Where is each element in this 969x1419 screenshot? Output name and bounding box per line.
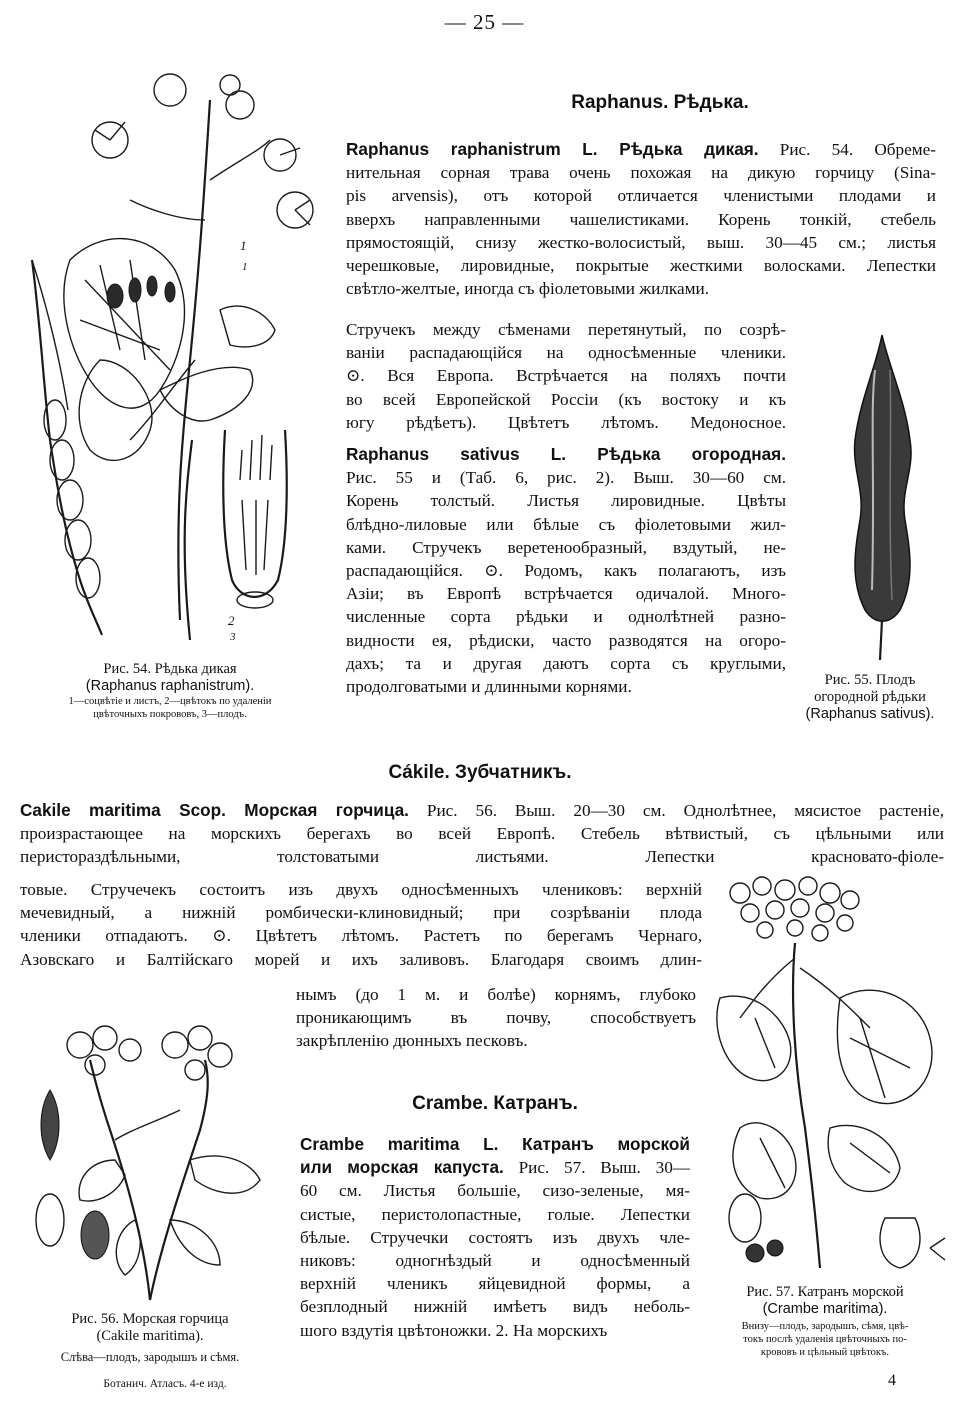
- text-line: закрѣпленію дюнныхъ песковъ.: [296, 1031, 528, 1051]
- page-number: — 25 —: [444, 10, 525, 34]
- text-run: свѣтло-желтые, иногда съ фіолетовыми жилками.: [346, 279, 709, 299]
- text-line: [346, 582, 786, 605]
- text-line: проникающимъ въ почву, способствуетъ: [296, 1008, 696, 1028]
- text-run: прямостоящій, снизу жестко-волосистый, выш. 30—45 см.; листья: [346, 232, 936, 252]
- text-line: мечевидный, а нижній ромбически-клиновидный; при созрѣваніи плода: [20, 903, 702, 923]
- raphanus-raphanistrum-paragraph-cont: [346, 318, 786, 434]
- figure-55-caption-line-1: Рис. 55. Плодъ: [824, 672, 916, 688]
- text-line: [346, 489, 786, 512]
- footer-signature: Ботанич. Атласъ. 4-е изд.: [103, 1378, 227, 1390]
- figure-54-label-1-frac: 1: [242, 261, 248, 273]
- text-line: [346, 443, 786, 466]
- cakile-paragraph-full: [20, 799, 944, 869]
- species-name: или морская капуста.: [300, 1157, 504, 1178]
- text-run: дахъ; та и другая даютъ сорта съ круглыми,: [346, 653, 786, 673]
- text-line: [300, 1133, 690, 1156]
- raphanus-raphanistrum-paragraph: [346, 138, 936, 300]
- text-line: [346, 675, 786, 698]
- text-run: видности ея, рѣдиски, часто разводятся на огоро-: [346, 630, 786, 650]
- figure-54-caption-line-1: Рис. 54. Рѣдька дикая: [103, 661, 237, 677]
- text-line: югу рѣдѣетъ). Цвѣтетъ лѣтомъ. Медоносное.: [346, 412, 786, 432]
- figure-54-caption: [10, 661, 330, 721]
- figure-54-label-2: 2: [228, 613, 235, 628]
- text-line: [20, 799, 944, 822]
- text-run: никовъ: одногнѣздый и односѣменный: [300, 1250, 690, 1270]
- text-run: произрастающее на морскихъ берегахъ во всей Европѣ. Стебель вѣтвистый, съ цѣльными или: [20, 824, 944, 844]
- figure-57-caption-line-2: (Crambe maritima).: [762, 1301, 888, 1317]
- cakile-paragraph-mid: [20, 878, 702, 971]
- text-line: [346, 536, 786, 559]
- text-line: [346, 513, 786, 536]
- figure-54-note-line-2: цвѣточныхъ покрововъ, 3—плодъ.: [93, 709, 247, 720]
- species-name: Raphanus raphanistrum L. Рѣдька дикая.: [346, 139, 759, 159]
- genus-heading-cakile: Cákile. Зубчатникъ.: [388, 762, 572, 783]
- text-line: [346, 629, 786, 652]
- text-run: систые, перистолопастные, голые. Лепестки: [300, 1204, 690, 1224]
- figure-57-caption: [705, 1284, 945, 1359]
- text-line: [300, 1249, 690, 1272]
- text-run: нительная сорная трава очень похожая на дикую горчицу (Sina-: [346, 163, 936, 183]
- text-run: Рис. 55 и (Таб. 6, рис. 2). Выш. 30—60 см.: [346, 468, 786, 488]
- text-line: [346, 605, 786, 628]
- text-line: [300, 1295, 690, 1318]
- text-run: 60 см. Листья большіе, сизо-зеленые, мя-: [300, 1181, 690, 1201]
- figure-55-caption-line-2: огородной рѣдьки: [814, 689, 926, 705]
- genus-heading-raphanus: Raphanus. Рѣдька.: [571, 92, 749, 113]
- text-line: во всей Европейской Россіи (къ востоку и къ: [346, 389, 786, 409]
- figure-57-note-line-2: токъ послѣ удаленія цвѣточныхъ по-: [743, 1334, 907, 1345]
- text-line: [300, 1226, 690, 1249]
- figure-57-crambe-maritima-illustration: [700, 868, 955, 1278]
- figure-54-note-line-1: 1—соцвѣтіе и листъ, 2—цвѣтокъ по удаленіи: [68, 696, 272, 707]
- text-run: вверхъ направленными чашелистиками. Корень тонкій, стебель: [346, 209, 936, 229]
- text-line: [346, 208, 936, 231]
- figure-57-note-line-1: Внизу—плодъ, зародышъ, сѣмя, цвѣ-: [741, 1321, 909, 1332]
- figure-56-caption-line-2: (Cakile maritima).: [96, 1328, 204, 1344]
- text-line: [346, 559, 786, 582]
- text-line: ⊙. Вся Европа. Встрѣчается на поляхъ почти: [346, 366, 786, 386]
- text-run: Рис. 57. Выш. 30—: [503, 1158, 690, 1178]
- text-line: [346, 254, 936, 277]
- text-line: нымъ (до 1 м. и болѣе) корнямъ, глубоко: [296, 985, 696, 1004]
- text-run: Рис. 54. Обреме-: [758, 140, 936, 159]
- text-line: членики отпадаютъ. ⊙. Цвѣтетъ лѣтомъ. Растетъ по берегамъ Чернаго,: [20, 926, 702, 946]
- figure-57-note-line-3: крововъ и цѣльный цвѣтокъ.: [760, 1347, 890, 1358]
- species-name: Cakile maritima Scop. Морская горчица.: [20, 800, 409, 820]
- text-run: шого вздутія цвѣтоножки. 2. На морскихъ: [300, 1320, 608, 1340]
- text-line: [346, 184, 936, 207]
- text-run: блѣдно-лиловые или бѣлые съ фіолетовыми жил-: [346, 514, 786, 534]
- raphanus-sativus-paragraph: [346, 443, 786, 698]
- text-line: Азовскаго и Балтійскаго морей и ихъ заливовъ. Благодаря своимъ длин-: [20, 949, 702, 969]
- genus-heading-crambe: Crambe. Катранъ.: [412, 1093, 578, 1114]
- text-run: перистораздѣльными, толстоватыми листьями. Лепестки красновато-фіоле-: [20, 847, 944, 867]
- text-run: распадающійся. ⊙. Родомъ, какъ полагаютъ, изъ: [346, 560, 786, 580]
- text-run: верхній членикъ яйцевидной формы, а: [300, 1274, 690, 1294]
- text-line: товые. Стручечекъ состоитъ изъ двухъ односѣменныхъ члениковъ: верхній: [20, 880, 702, 899]
- figure-57-caption-line-1: Рис. 57. Катранъ морской: [746, 1284, 904, 1300]
- text-line: [300, 1272, 690, 1295]
- figure-56-caption-line-1: Рис. 56. Морская горчица: [71, 1311, 229, 1327]
- cakile-paragraph-narrow: [296, 983, 696, 1053]
- figure-54-label-1: 1: [240, 238, 247, 253]
- figure-55-caption-line-3: (Raphanus sativus).: [805, 706, 935, 722]
- figure-54-caption-line-2: (Raphanus raphanistrum).: [85, 678, 255, 694]
- figure-56-cakile-maritima-illustration: [20, 1020, 290, 1310]
- text-line: [346, 466, 786, 489]
- text-run: продолговатыми и длинными корнями.: [346, 676, 632, 696]
- species-name: Crambe maritima L. Катранъ морской: [300, 1134, 690, 1154]
- text-line: Стручекъ между сѣменами перетянутый, по созрѣ-: [346, 320, 786, 339]
- figure-56-note: Слѣва—плодъ, зародышъ и сѣмя.: [60, 1350, 240, 1364]
- text-line: [300, 1319, 690, 1342]
- text-run: pis arvensis), отъ которой отличается членистыми плодами и: [346, 186, 936, 206]
- text-line: [20, 822, 944, 845]
- text-line: [346, 161, 936, 184]
- figure-55-raphanus-sativus-fruit-illustration: [820, 330, 940, 670]
- crambe-maritima-paragraph: [300, 1133, 690, 1342]
- text-run: Азіи; въ Европѣ встрѣчается одичалой. Много-: [346, 584, 786, 604]
- figure-54-raphanus-raphanistrum-illustration: [10, 60, 330, 660]
- text-run: безплодный нижній имѣетъ видъ неболь-: [300, 1297, 690, 1317]
- species-name: Raphanus sativus L. Рѣдька огородная.: [346, 444, 786, 464]
- figure-54-label-2-frac: 3: [230, 631, 236, 643]
- text-line: [300, 1156, 690, 1179]
- text-line: [346, 652, 786, 675]
- text-run: черешковые, лировидные, покрытые жесткими волосками. Лепестки: [346, 255, 936, 275]
- text-line: [346, 231, 936, 254]
- text-line: [20, 845, 944, 868]
- text-run: Рис. 56. Выш. 20—30 см. Однолѣтнее, мясистое растеніе,: [408, 801, 944, 820]
- text-run: Корень толстый. Листья лировидные. Цвѣты: [346, 491, 786, 511]
- text-line: [346, 277, 936, 300]
- figure-56-caption: [20, 1311, 280, 1366]
- text-line: [346, 138, 936, 161]
- text-line: ваніи распадающійся на односѣменные членики.: [346, 343, 786, 363]
- text-run: численные сорта рѣдьки и однолѣтней разно-: [346, 607, 786, 627]
- text-line: [300, 1203, 690, 1226]
- figure-55-caption: [795, 672, 945, 723]
- text-line: [300, 1179, 690, 1202]
- text-run: бѣлые. Стручечки состоятъ изъ двухъ чле-: [300, 1227, 690, 1247]
- text-run: ками. Стручекъ веретенообразный, вздутый, не-: [346, 537, 786, 557]
- footer-sheet-number: 4: [888, 1372, 896, 1389]
